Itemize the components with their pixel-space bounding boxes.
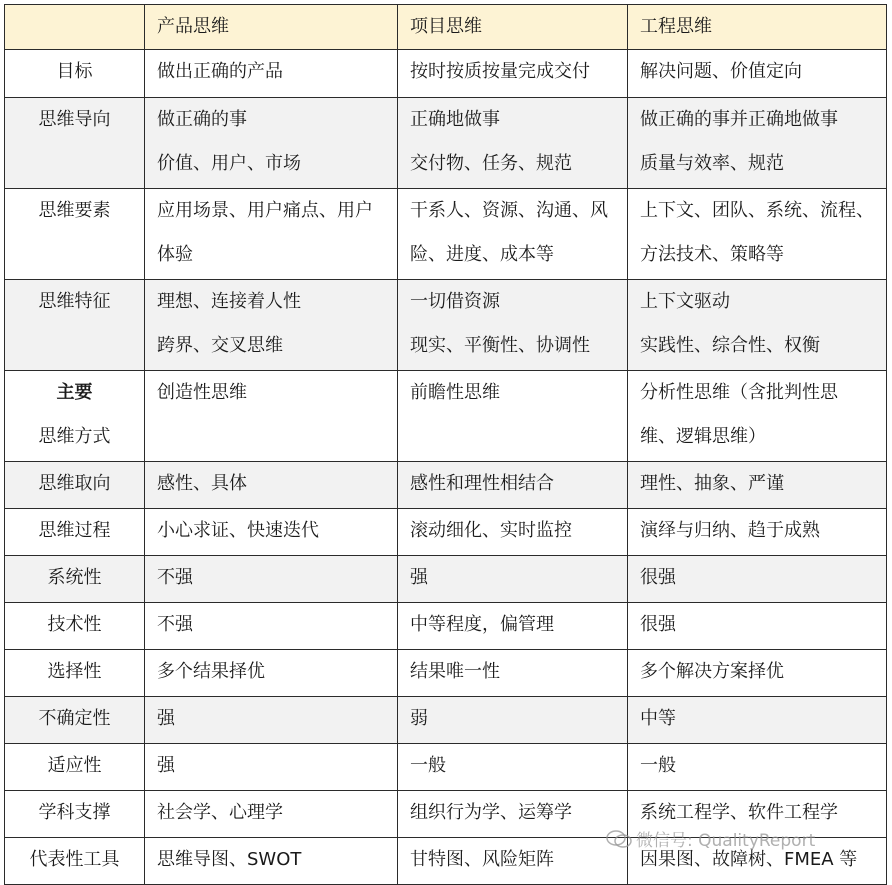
cell-text: 应用场景、用户痛点、用户 (157, 200, 373, 221)
cell-text: 思维要素 (38, 200, 111, 221)
project-cell (398, 509, 628, 556)
cell-text: 理想、连接着人性 (157, 291, 301, 312)
engineering-cell (628, 556, 887, 603)
row-label (5, 509, 145, 556)
engineering-cell (628, 189, 887, 280)
header-engineering-thinking: 工程思维 (628, 5, 887, 50)
cell-text: 做正确的事并正确地做事 (640, 109, 838, 130)
product-cell (145, 280, 398, 371)
cell-text: 思维过程 (38, 520, 111, 541)
cell-text: 主要 (56, 382, 93, 403)
cell-text: 正确地做事 (410, 109, 500, 130)
cell-text: 做正确的事 (157, 109, 247, 130)
cell-text: 上下文、团队、系统、流程、 (640, 200, 874, 221)
row-label (5, 50, 145, 98)
cell-text: 弱 (410, 708, 428, 729)
cell-text: 感性、具体 (157, 473, 247, 494)
table-row (5, 509, 887, 556)
cell-text: 跨界、交叉思维 (157, 335, 283, 356)
cell-text: 小心求证、快速迭代 (157, 520, 319, 541)
header-blank-cell (5, 5, 145, 50)
table-row (5, 556, 887, 603)
header-product-thinking: 产品思维 (145, 5, 398, 50)
cell-text: 思维导图、SWOT (157, 849, 302, 870)
product-cell (145, 697, 398, 744)
engineering-cell (628, 371, 887, 462)
cell-text: 分析性思维（含批判性思 (640, 382, 838, 403)
header-project-thinking: 项目思维 (398, 5, 628, 50)
cell-text: 系统工程学、软件工程学 (640, 802, 838, 823)
project-cell (398, 189, 628, 280)
engineering-cell (628, 50, 887, 98)
cell-text: 思维特征 (38, 291, 111, 312)
engineering-cell (628, 462, 887, 509)
cell-text: 组织行为学、运筹学 (410, 802, 572, 823)
cell-text: 强 (410, 567, 428, 588)
cell-text: 险、进度、成本等 (410, 244, 554, 265)
cell-text: 强 (157, 755, 175, 776)
engineering-cell (628, 650, 887, 697)
cell-text: 维、逻辑思维） (640, 426, 766, 447)
product-cell (145, 462, 398, 509)
row-label (5, 462, 145, 509)
cell-text: 很强 (640, 614, 676, 635)
cell-text: 不强 (157, 567, 193, 588)
cell-text: 一般 (640, 755, 676, 776)
product-cell (145, 50, 398, 98)
table-row (5, 189, 887, 280)
cell-text: 上下文驱动 (640, 291, 730, 312)
project-cell (398, 697, 628, 744)
cell-text: 结果唯一性 (410, 661, 500, 682)
row-label (5, 556, 145, 603)
cell-text: 因果图、故障树、FMEA 等 (640, 849, 858, 870)
cell-text: 按时按质按量完成交付 (410, 61, 590, 82)
project-cell (398, 371, 628, 462)
table-row (5, 650, 887, 697)
product-cell (145, 650, 398, 697)
cell-text: 质量与效率、规范 (640, 153, 784, 174)
project-cell (398, 744, 628, 791)
engineering-cell (628, 697, 887, 744)
row-label (5, 838, 145, 885)
cell-text: 多个解决方案择优 (640, 661, 784, 682)
cell-text: 解决问题、价值定向 (640, 61, 802, 82)
cell-text: 价值、用户、市场 (157, 153, 301, 174)
watermark (606, 826, 815, 854)
project-cell (398, 280, 628, 371)
engineering-cell (628, 509, 887, 556)
cell-text: 体验 (157, 244, 193, 265)
cell-text: 目标 (56, 61, 93, 82)
row-label (5, 744, 145, 791)
cell-text: 学科支撑 (38, 802, 111, 823)
cell-text: 创造性思维 (157, 382, 247, 403)
engineering-cell (628, 603, 887, 650)
product-cell (145, 744, 398, 791)
cell-text: 理性、抽象、严谨 (640, 473, 784, 494)
table-row (5, 280, 887, 371)
project-cell (398, 650, 628, 697)
cell-text: 多个结果择优 (157, 661, 265, 682)
cell-text: 一般 (410, 755, 446, 776)
cell-text: 强 (157, 708, 175, 729)
cell-text: 技术性 (47, 614, 102, 635)
row-label (5, 371, 145, 462)
cell-text: 适应性 (47, 755, 102, 776)
table-row (5, 603, 887, 650)
row-label (5, 697, 145, 744)
cell-text: 实践性、综合性、权衡 (640, 335, 820, 356)
cell-text: 思维导向 (38, 109, 111, 130)
cell-text: 演绎与归纳、趋于成熟 (640, 520, 820, 541)
cell-text: 滚动细化、实时监控 (410, 520, 572, 541)
product-cell (145, 603, 398, 650)
project-cell (398, 50, 628, 98)
cell-text: 中等程度，偏管理 (410, 614, 554, 635)
cell-text: 感性和理性相结合 (410, 473, 554, 494)
table-row (5, 697, 887, 744)
product-cell (145, 189, 398, 280)
cell-text: 甘特图、风险矩阵 (410, 849, 554, 870)
table-row (5, 371, 887, 462)
table-row (5, 462, 887, 509)
row-label (5, 98, 145, 189)
wechat-icon (606, 829, 632, 854)
project-cell (398, 603, 628, 650)
engineering-cell (628, 280, 887, 371)
cell-text: 很强 (640, 567, 676, 588)
project-cell (398, 791, 628, 838)
product-cell (145, 556, 398, 603)
table-row (5, 50, 887, 98)
cell-text: 思维取向 (38, 473, 111, 494)
product-cell (145, 791, 398, 838)
cell-text: 前瞻性思维 (410, 382, 500, 403)
cell-text: 不确定性 (38, 708, 111, 729)
watermark-text: 微信号: QualityReport (636, 831, 816, 851)
product-cell (145, 98, 398, 189)
row-label (5, 280, 145, 371)
cell-text: 现实、平衡性、协调性 (410, 335, 590, 356)
cell-text: 代表性工具 (29, 849, 120, 870)
cell-text: 不强 (157, 614, 193, 635)
project-cell (398, 556, 628, 603)
cell-text: 选择性 (47, 661, 102, 682)
cell-text: 方法技术、策略等 (640, 244, 784, 265)
product-cell (145, 838, 398, 885)
cell-text: 思维方式 (38, 426, 111, 447)
table-row (5, 98, 887, 189)
cell-text: 干系人、资源、沟通、风 (410, 200, 608, 221)
project-cell (398, 462, 628, 509)
row-label (5, 791, 145, 838)
cell-text: 系统性 (47, 567, 102, 588)
table-body (5, 5, 887, 885)
engineering-cell (628, 744, 887, 791)
cell-text: 社会学、心理学 (157, 802, 283, 823)
project-cell (398, 98, 628, 189)
cell-text: 中等 (640, 708, 676, 729)
product-cell (145, 371, 398, 462)
project-cell (398, 838, 628, 885)
product-cell (145, 509, 398, 556)
row-label (5, 603, 145, 650)
comparison-table (4, 4, 887, 885)
row-label (5, 650, 145, 697)
cell-text: 一切借资源 (410, 291, 500, 312)
cell-text: 做出正确的产品 (157, 61, 283, 82)
row-label (5, 189, 145, 280)
engineering-cell (628, 98, 887, 189)
cell-text: 交付物、任务、规范 (410, 153, 572, 174)
header-row (5, 5, 887, 50)
table-row (5, 744, 887, 791)
